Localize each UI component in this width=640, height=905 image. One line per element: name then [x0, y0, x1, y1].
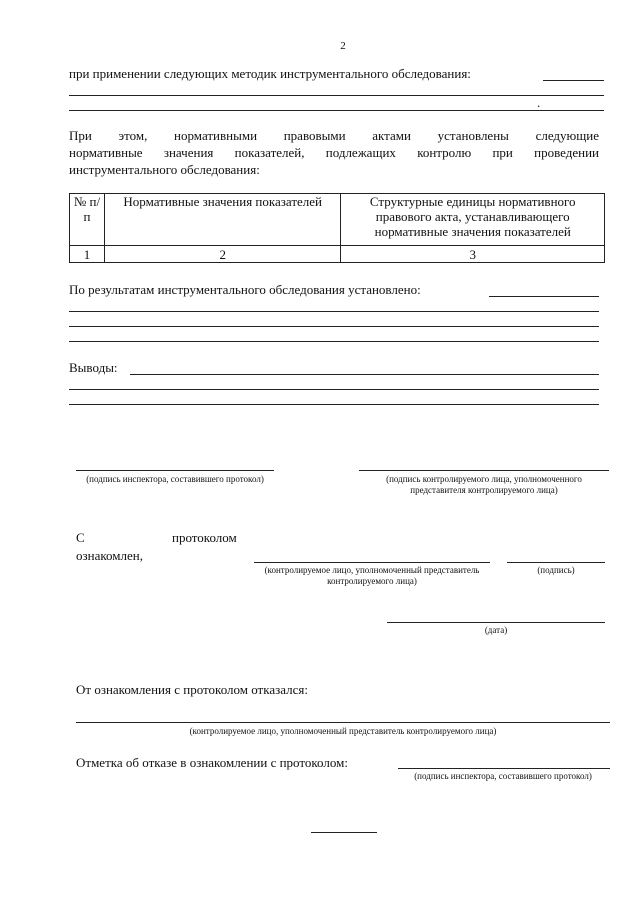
conclusions-blank-3[interactable]	[69, 404, 599, 405]
acquainted-signature-line[interactable]	[507, 562, 605, 563]
methods-period: .	[537, 95, 541, 110]
controlled-person-caption: (контролируемое лицо, уполномоченный представитель контролируемого лица)	[264, 565, 480, 586]
inspector-signature-line[interactable]	[76, 470, 274, 471]
refused-line[interactable]	[76, 722, 610, 723]
controlled-person-line[interactable]	[254, 562, 490, 563]
col-header-structural-units: Структурные единицы нормативного правового акта, устанавливающего нормативные значения показателей	[341, 194, 605, 246]
table-header-row	[70, 194, 605, 246]
date-caption: (дата)	[484, 625, 508, 635]
controlled-signature-caption: (подпись контролируемого лица, уполномоченного представителя контролируемого лица)	[386, 474, 582, 495]
refusal-mark-caption: (подпись инспектора, составившего протокол)	[414, 771, 592, 781]
end-of-form-rule	[311, 832, 377, 833]
acquainted-signature-caption: (подпись)	[537, 565, 575, 575]
results-label: По результатам инструментального обследования установлено:	[69, 282, 421, 297]
refusal-mark-label: Отметка об отказе в ознакомлении с протоколом:	[76, 755, 348, 770]
methods-blank-3[interactable]	[69, 110, 604, 111]
norms-paragraph-line-1: При этом, нормативными правовыми актами установлены следующие	[69, 128, 599, 143]
col-number-1: 1	[70, 246, 105, 263]
col-number-2: 2	[104, 246, 341, 263]
acquainted-label-s: С	[76, 530, 85, 545]
date-line[interactable]	[387, 622, 605, 623]
results-blank-3[interactable]	[69, 326, 599, 327]
conclusions-blank-2[interactable]	[69, 389, 599, 390]
refused-label: От ознакомления с протоколом отказался:	[76, 682, 309, 697]
results-blank-2[interactable]	[69, 311, 599, 312]
conclusions-blank-1[interactable]	[130, 374, 599, 375]
table-row	[70, 246, 605, 263]
methods-label: при применении следующих методик инструментального обследования:	[69, 66, 471, 81]
acquainted-label-protocol: протоколом	[172, 530, 237, 545]
refusal-mark-line[interactable]	[398, 768, 610, 769]
inspector-signature-caption: (подпись инспектора, составившего протокол)	[86, 474, 264, 484]
methods-blank-1[interactable]	[543, 80, 604, 81]
acquainted-label-acquainted: ознакомлен,	[76, 548, 143, 563]
controlled-signature-line[interactable]	[359, 470, 609, 471]
col-header-norm-values: Нормативные значения показателей	[104, 194, 341, 246]
norms-table	[69, 193, 605, 263]
results-blank-4[interactable]	[69, 341, 599, 342]
col-header-number: № п/п	[70, 194, 105, 246]
refused-caption: (контролируемое лицо, уполномоченный представитель контролируемого лица)	[189, 726, 497, 736]
results-blank-1[interactable]	[489, 296, 599, 297]
col-number-3: 3	[341, 246, 605, 263]
norms-paragraph-line-2: нормативные значения показателей, подлежащих контролю при проведении	[69, 145, 599, 160]
page-number: 2	[340, 40, 346, 52]
norms-paragraph-line-3: инструментального обследования:	[69, 162, 260, 177]
methods-blank-2[interactable]	[69, 95, 604, 96]
conclusions-label: Выводы:	[69, 360, 118, 375]
